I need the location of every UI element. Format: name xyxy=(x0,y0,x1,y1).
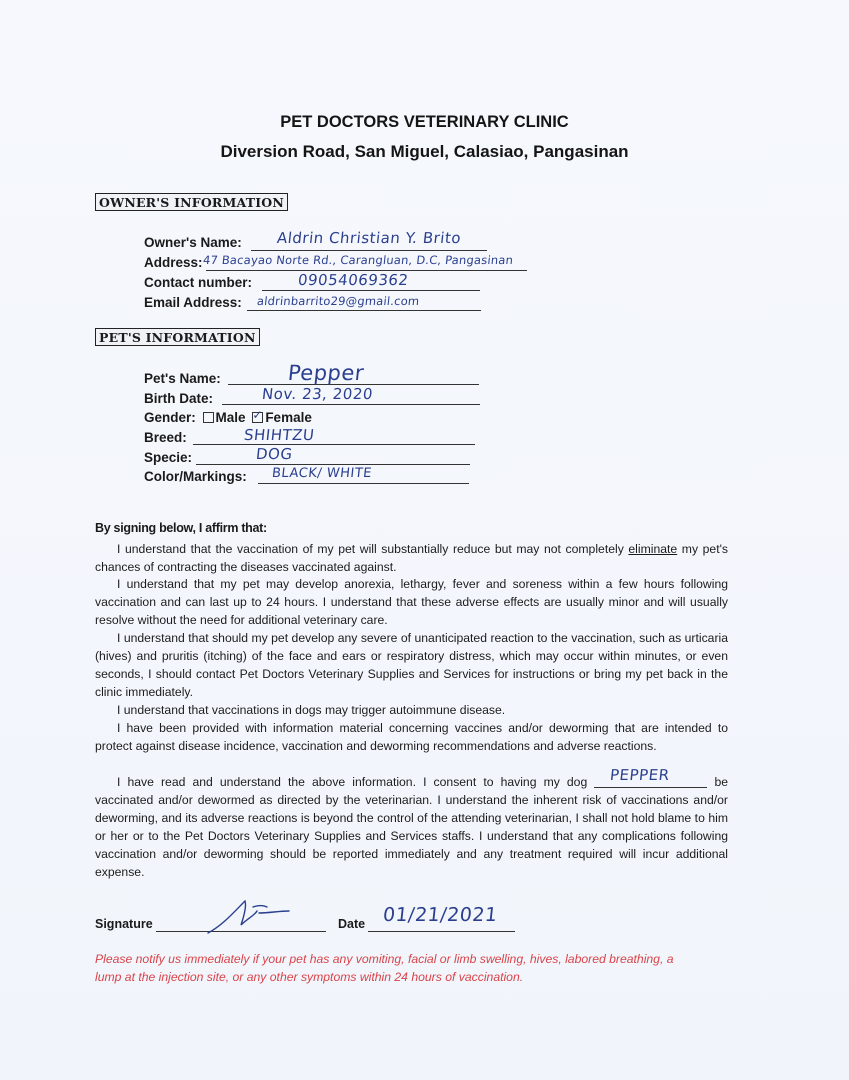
email-line xyxy=(247,310,481,311)
clinic-address: Diversion Road, San Miguel, Calasiao, Pangasinan xyxy=(220,142,629,161)
female-checkbox[interactable] xyxy=(252,408,263,423)
specie-label: Specie: xyxy=(144,450,193,465)
owner-name-label: Owner's Name: xyxy=(144,235,242,250)
female-option-label: Female xyxy=(265,410,312,425)
signature-label: Signature xyxy=(95,917,153,931)
male-checkbox[interactable] xyxy=(203,412,214,423)
p4-text: I understand that vaccinations in dogs may trigger autoimmune disease. xyxy=(117,703,506,717)
pet-name-label: Pet's Name: xyxy=(144,371,221,386)
specie-value[interactable]: DOG xyxy=(255,445,294,463)
breed-value[interactable]: SHIHTZU xyxy=(243,426,316,444)
pet-name-value[interactable]: Pepper xyxy=(286,361,366,385)
gender-label: Gender: xyxy=(144,410,196,425)
gender-row xyxy=(144,410,312,425)
address-label: Address: xyxy=(144,255,203,270)
affirmation-paragraph-3 xyxy=(95,629,728,701)
owner-name-line xyxy=(251,250,487,251)
date-line xyxy=(368,931,515,932)
pet-section-label: PET'S INFORMATION xyxy=(95,328,260,346)
contact-line xyxy=(262,290,480,291)
breed-label: Breed: xyxy=(144,430,187,445)
p6-text-a: I have read and understand the above information. I consent to having my dog xyxy=(117,775,588,789)
address-value[interactable]: 47 Bacayao Norte Rd., Carangluan, D.C, Pangasinan xyxy=(202,253,514,267)
p1-text-a: I understand that the vaccination of my pet will substantially reduce but may not completely xyxy=(117,542,624,556)
consent-dog-name-field[interactable] xyxy=(594,766,707,788)
p2-text: I understand that my pet may develop anorexia, lethargy, fever and soreness within a few hours following vaccination and can last up to 24 hours. I understand that these adverse effects are usually minor and will usually resolve without the need for additional veterinary care. xyxy=(95,577,728,627)
email-label: Email Address: xyxy=(144,295,242,310)
color-markings-line xyxy=(258,483,469,484)
affirmation-paragraph-5 xyxy=(95,719,728,755)
contact-label: Contact number: xyxy=(144,275,252,290)
p6-text-b: be vaccinated and/or dewormed as directed by the veterinarian. I understand the inherent risk of vaccinations and/or deworming, and its adverse reactions is beyond the control of the attending veterinarian, I shall not hold blame to him or her or to the Pet Doctors Veterinary Supplies and Services staffs. I understand that any complications following vaccination and/or deworming should be reported immediately and any treatment required will incur additional expense. xyxy=(95,775,728,879)
specie-line xyxy=(196,464,470,465)
notice-text: Please notify us immediately if your pet has any vomiting, facial or limb swelling, hives, labored breathing, a lump at the injection site, or any other symptoms within 24 hours of vaccination. xyxy=(95,952,674,984)
breed-line xyxy=(193,444,475,445)
owner-section-label: OWNER'S INFORMATION xyxy=(95,193,288,211)
affirmation-heading: By signing below, I affirm that: xyxy=(95,521,267,535)
affirmation-paragraph-4 xyxy=(95,701,728,719)
affirmation-paragraph-1 xyxy=(95,540,728,576)
color-markings-label: Color/Markings: xyxy=(144,469,247,484)
p5-text: I have been provided with information material concerning vaccines and/or deworming that are intended to protect against disease incidence, vaccination and deworming recommendations and adverse reactions. xyxy=(95,721,728,753)
date-value[interactable]: 01/21/2021 xyxy=(381,904,499,926)
affirmation-paragraph-2 xyxy=(95,575,728,629)
p1-text-b: my pet's chances of contracting the diseases vaccinated against. xyxy=(95,542,728,574)
check-mark-icon: ✓ xyxy=(252,408,263,422)
color-markings-value[interactable]: BLACK/ WHITE xyxy=(271,466,373,481)
clinic-name: PET DOCTORS VETERINARY CLINIC xyxy=(280,113,569,131)
owner-name-value[interactable]: Aldrin Christian Y. Brito xyxy=(276,229,463,247)
p1-eliminate: eliminate xyxy=(628,542,678,556)
birth-date-line xyxy=(222,404,480,405)
birth-date-value[interactable]: Nov. 23, 2020 xyxy=(261,385,374,403)
signature-scribble[interactable] xyxy=(205,897,295,937)
email-value[interactable]: aldrinbarrito29@gmail.com xyxy=(256,294,421,308)
affirmation-paragraph-6 xyxy=(95,766,728,881)
p3-text: I understand that should my pet develop any severe of unanticipated reaction to the vaccination, such as urticaria (hives) and pruritis (itching) of the face and ears or respiratory distress, which may occur within minutes, or even seconds, I should contact Pet Doctors Veterinary Supplies and Services for instructions or bring my pet back in the clinic immediately. xyxy=(95,631,728,699)
date-label: Date xyxy=(338,917,366,931)
birth-date-label: Birth Date: xyxy=(144,391,214,406)
contact-value[interactable]: 09054069362 xyxy=(297,271,410,289)
male-option-label: Male xyxy=(215,410,246,425)
consent-dog-name-value: PEPPER xyxy=(609,766,671,784)
